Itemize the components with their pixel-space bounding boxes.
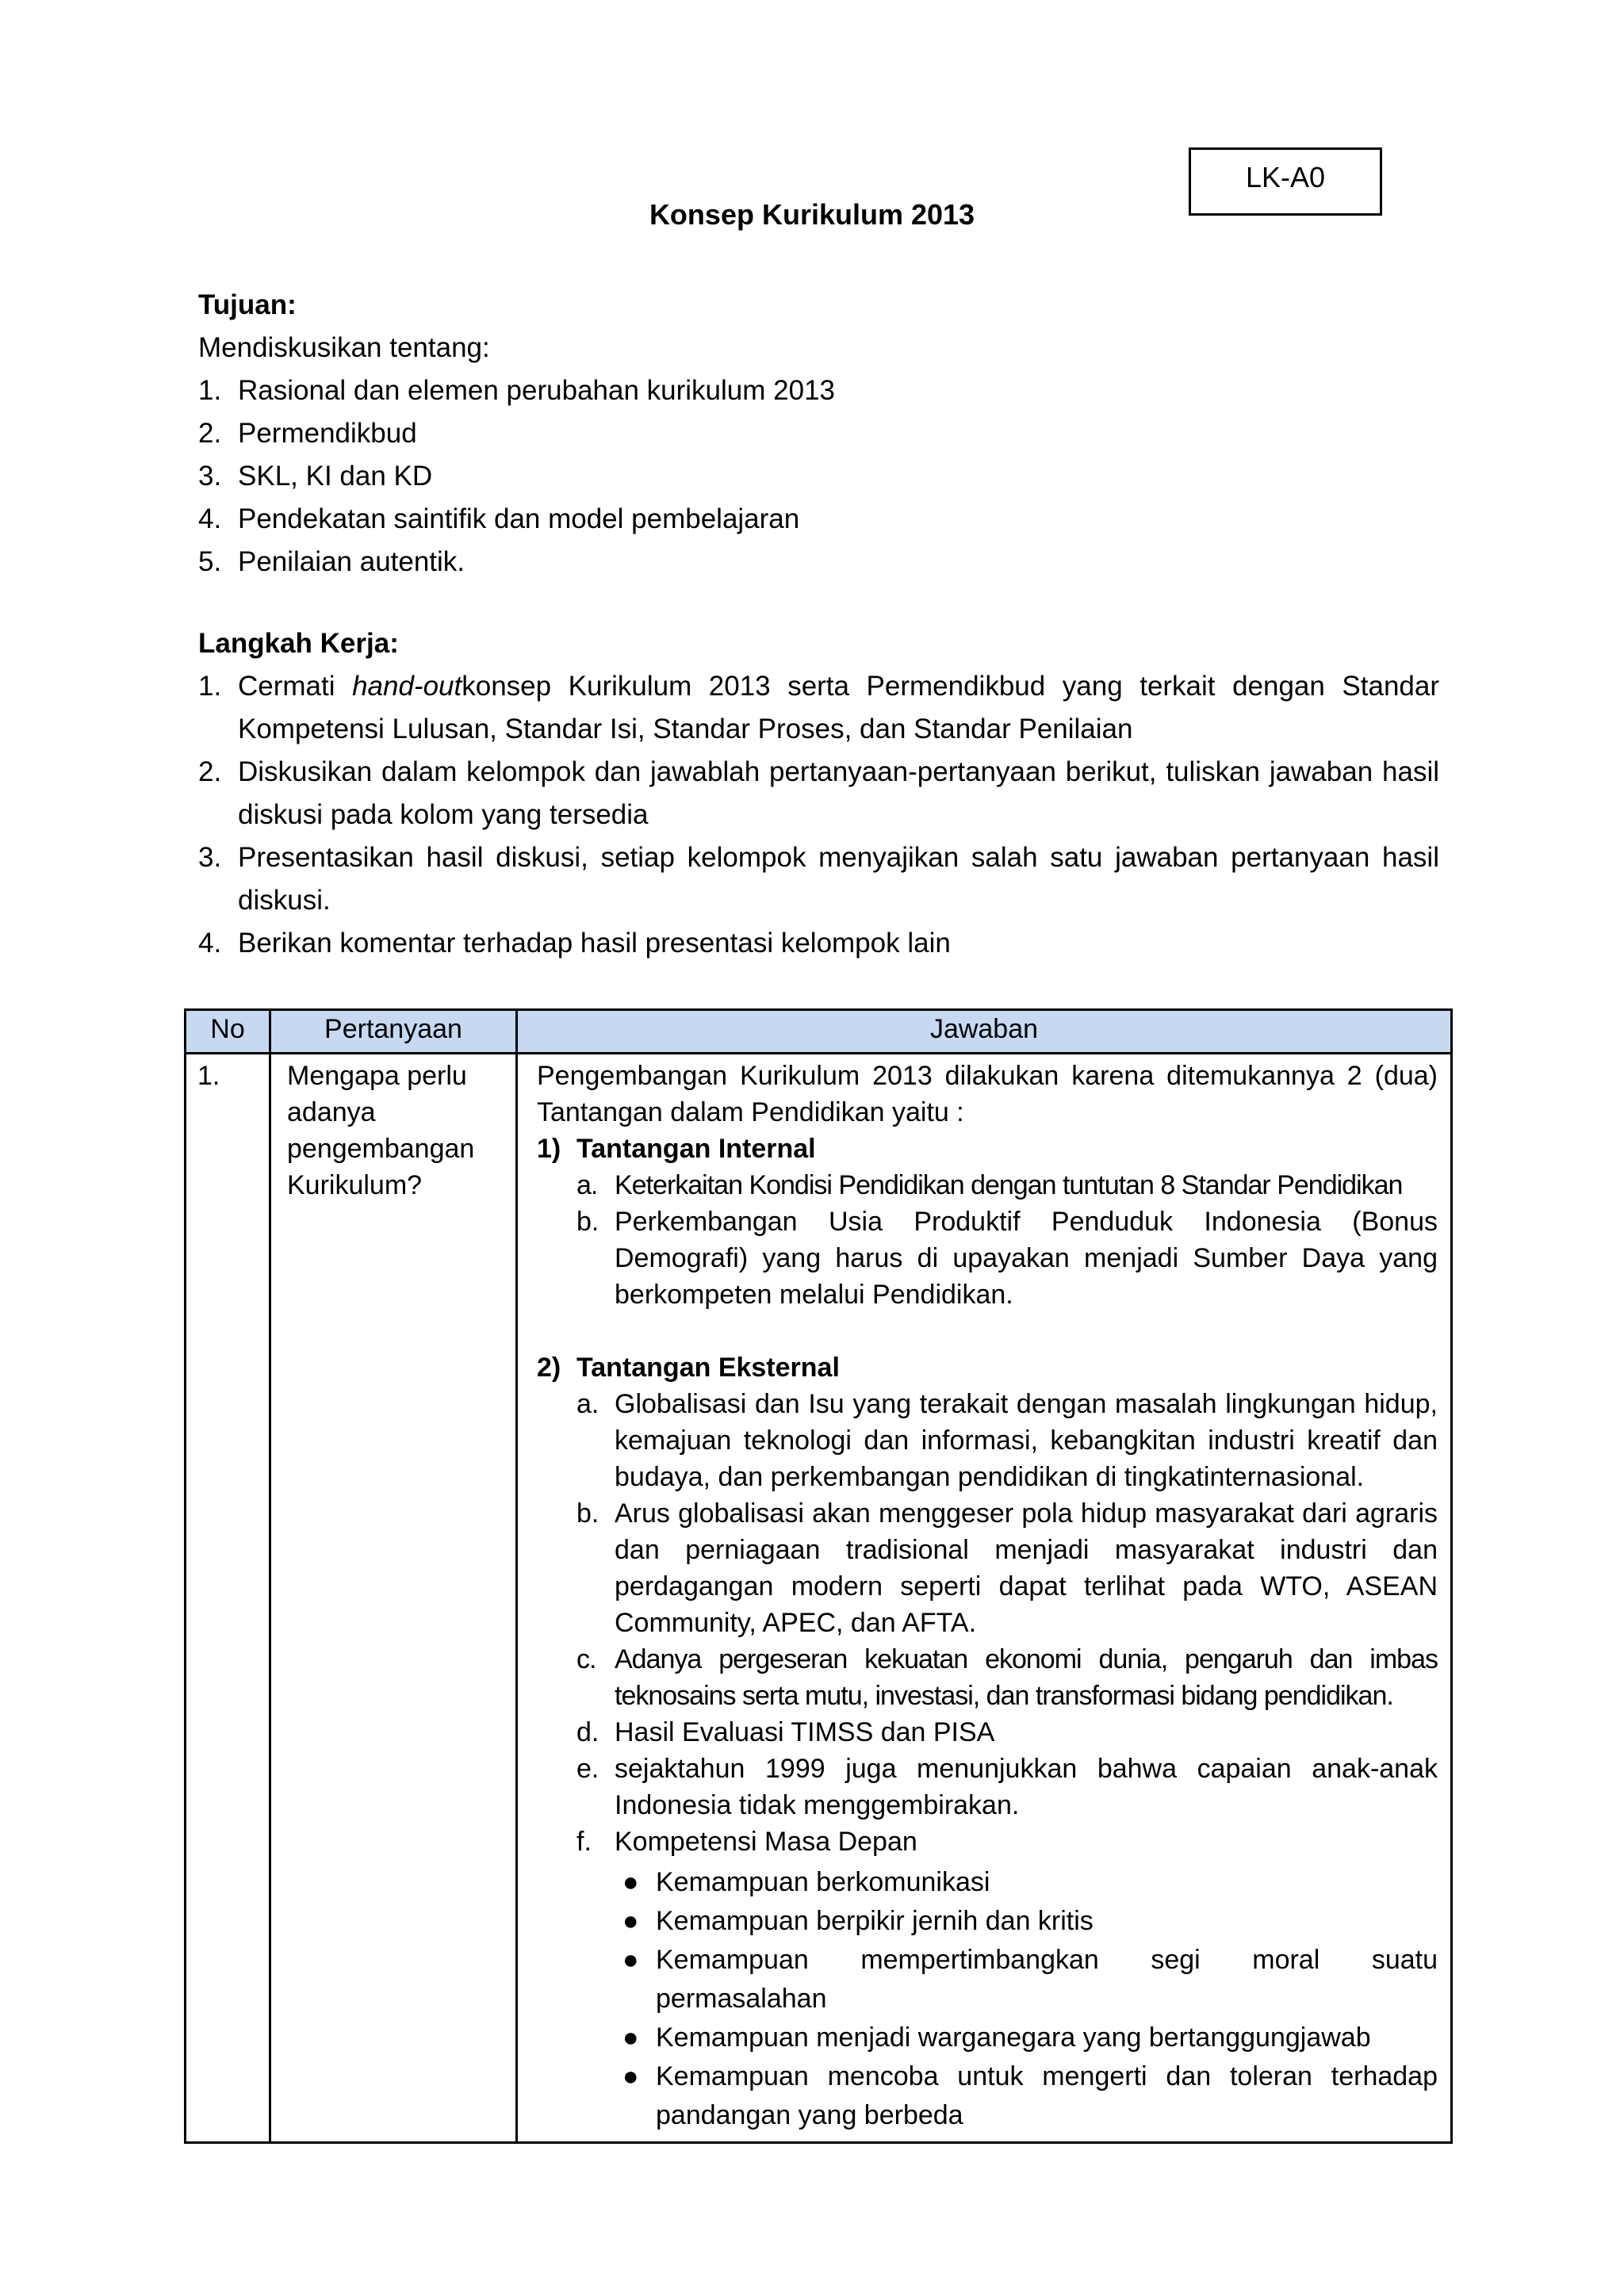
tujuan-section	[198, 284, 1439, 584]
table-header-row	[186, 1010, 1452, 1054]
tujuan-list	[198, 369, 1439, 584]
list-item: ● Kemampuan mempertimbangkan segi moral suatu permasalahan	[537, 1941, 1438, 2019]
list-item: a. Keterkaitan Kondisi Pendidikan dengan tuntutan 8 Standar Pendidikan	[576, 1170, 1403, 1200]
list-item: 3. SKL, KI dan KD	[198, 461, 433, 492]
handout-term: hand-out	[352, 671, 462, 702]
header-no: No	[186, 1010, 270, 1054]
list-item: ● Kemampuan berkomunikasi	[537, 1863, 1438, 1902]
bullet-icon: ●	[622, 1945, 639, 1975]
row-question: Mengapa perlu adanya pengembangan Kurikulum?	[270, 1054, 517, 2143]
internal-list	[537, 1167, 1438, 1313]
list-item: e. sejaktahun 1999 juga menunjukkan bahwa capaian anak-anak Indonesia tidak menggembirakan.	[576, 1754, 1438, 1820]
bullet-icon: ●	[622, 2022, 639, 2053]
list-item: 2. Permendikbud	[198, 418, 417, 449]
list-item: 1. Cermati hand-outkonsep Kurikulum 2013 serta Permendikbud yang terkait dengan Standar Kompetensi Lulusan, Standar Isi, Standar Proses, dan Standar Penilaian	[198, 671, 1439, 744]
list-item: ● Kemampuan menjadi warganegara yang bertanggungjawab	[537, 2019, 1438, 2057]
page-title: Konsep Kurikulum 2013	[649, 198, 975, 231]
answer-intro: Pengembangan Kurikulum 2013 dilakukan karena ditemukannya 2 (dua) Tantangan dalam Pendidikan yaitu :	[537, 1061, 1438, 1127]
bullet-icon: ●	[622, 1906, 639, 1936]
internal-heading: 1) Tantangan Internal	[537, 1134, 816, 1164]
table-row	[186, 1054, 1452, 2143]
eksternal-list	[537, 1386, 1438, 1860]
list-item: 5. Penilaian autentik.	[198, 546, 465, 577]
header-jawaban: Jawaban	[517, 1010, 1452, 1054]
list-item: d. Hasil Evaluasi TIMSS dan PISA	[576, 1717, 995, 1747]
bullet-icon: ●	[622, 2061, 639, 2091]
langkah-list	[198, 665, 1439, 965]
list-item: b. Perkembangan Usia Produktif Penduduk Indonesia (Bonus Demografi) yang harus di upayakan menjadi Sumber Daya yang berkompeten melalui Pendidikan.	[576, 1207, 1438, 1310]
list-item: 1. Rasional dan elemen perubahan kurikulum 2013	[198, 375, 835, 406]
list-item: 4. Pendekatan saintifik dan model pembelajaran	[198, 503, 800, 534]
list-item: 2. Diskusikan dalam kelompok dan jawablah pertanyaan-pertanyaan berikut, tuliskan jawaban hasil diskusi pada kolom yang tersedia	[198, 756, 1439, 830]
langkah-heading: Langkah Kerja:	[198, 628, 399, 659]
row-number: 1.	[186, 1054, 270, 2143]
tujuan-intro: Mendiskusikan tentang:	[198, 332, 490, 363]
list-item: ● Kemampuan berpikir jernih dan kritis	[537, 1902, 1438, 1941]
list-item: ● Kemampuan mencoba untuk mengerti dan toleran terhadap pandangan yang berbeda	[537, 2057, 1438, 2135]
tujuan-heading: Tujuan:	[198, 289, 297, 320]
eksternal-heading: 2) Tantangan Eksternal	[537, 1353, 840, 1383]
list-item: a. Globalisasi dan Isu yang terakait dengan masalah lingkungan hidup, kemajuan teknologi dan informasi, kebangkitan industri kreatif dan budaya, dan perkembangan pendidikan di tingkatinternasional.	[576, 1389, 1438, 1492]
qa-table	[184, 1008, 1453, 2144]
row-answer	[517, 1054, 1452, 2143]
header-pertanyaan: Pertanyaan	[270, 1010, 517, 1054]
doc-code-box: LK-A0	[1189, 147, 1382, 216]
list-item: 4. Berikan komentar terhadap hasil presentasi kelompok lain	[198, 928, 951, 959]
list-item: c. Adanya pergeseran kekuatan ekonomi dunia, pengaruh dan imbas teknosains serta mutu, investasi, dan transformasi bidang pendidikan.	[576, 1644, 1438, 1711]
list-item: 3. Presentasikan hasil diskusi, setiap kelompok menyajikan salah satu jawaban pertanyaan hasil diskusi.	[198, 842, 1439, 916]
bullet-icon: ●	[622, 1867, 639, 1897]
langkah-section	[198, 622, 1439, 965]
kompetensi-bullets	[537, 1863, 1438, 2135]
list-item: f. Kompetensi Masa Depan	[576, 1827, 917, 1857]
list-item: b. Arus globalisasi akan menggeser pola hidup masyarakat dari agraris dan perniagaan tradisional menjadi masyarakat industri dan perdagangan modern seperti dapat terlihat pada WTO, ASEAN Community, APEC, dan AFTA.	[576, 1498, 1438, 1638]
